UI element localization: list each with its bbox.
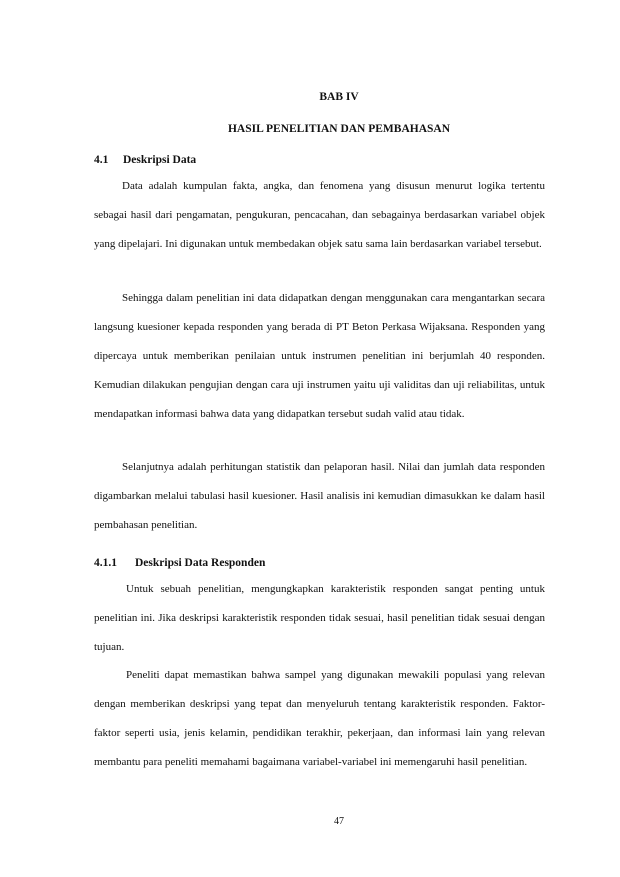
paragraph: Untuk sebuah penelitian, mengungkapkan karakteristik responden sangat penting untuk penelitian ini. Jika deskripsi karakteristik responden tidak sesuai, hasil penelitian tidak sesuai dengan tujuan. [94, 583, 545, 653]
paragraph: Data adalah kumpulan fakta, angka, dan fenomena yang disusun menurut logika tertentu sebagai hasil dari pengamatan, pengukuran, pencacahan, dan sebagainya berdasarkan variabel objek yang dipelajari. Ini digunakan untuk membedakan objek satu sama lain berdasarkan variabel tersebut. [94, 180, 545, 250]
section-heading-4-1 [94, 153, 196, 167]
section-heading-4-1-1 [94, 556, 265, 570]
section-title: Deskripsi Data Responden [135, 557, 266, 569]
paragraph: Sehingga dalam penelitian ini data didapatkan dengan menggunakan cara mengantarkan secara langsung kuesioner kepada responden yang berada di PT Beton Perkasa Wijaksana. Responden yang dipercaya untuk memberikan penilaian untuk instrumen penelitian ini berjumlah 40 responden. Kemudian dilakukan pengujian dengan cara uji instrumen yaitu uji validitas dan uji reliabilitas, untuk mendapatkan informasi bahwa data yang didapatkan tersebut sudah valid atau tidak. [94, 292, 545, 420]
section-number: 4.1.1 [94, 557, 117, 569]
chapter-title: HASIL PENELITIAN DAN PEMBAHASAN [227, 123, 451, 135]
section-number: 4.1 [94, 154, 109, 166]
paragraph: Selanjutnya adalah perhitungan statistik dan pelaporan hasil. Nilai dan jumlah data responden digambarkan melalui tabulasi hasil kuesioner. Hasil analisis ini kemudian dimasukkan ke dalam hasil pembahasan penelitian. [94, 461, 545, 531]
paragraph: Peneliti dapat memastikan bahwa sampel yang digunakan mewakili populasi yang relevan dengan memberikan deskripsi yang tepat dan menyeluruh tentang karakteristik responden. Faktor-faktor seperti usia, jenis kelamin, pendidikan terakhir, pekerjaan, dan informasi lain yang relevan membantu para peneliti memahami bagaimana variabel-variabel ini memengaruhi hasil penelitian. [94, 669, 545, 768]
chapter-heading: BAB IV [319, 91, 359, 103]
page-number: 47 [334, 816, 344, 827]
section-title: Deskripsi Data [123, 154, 197, 166]
